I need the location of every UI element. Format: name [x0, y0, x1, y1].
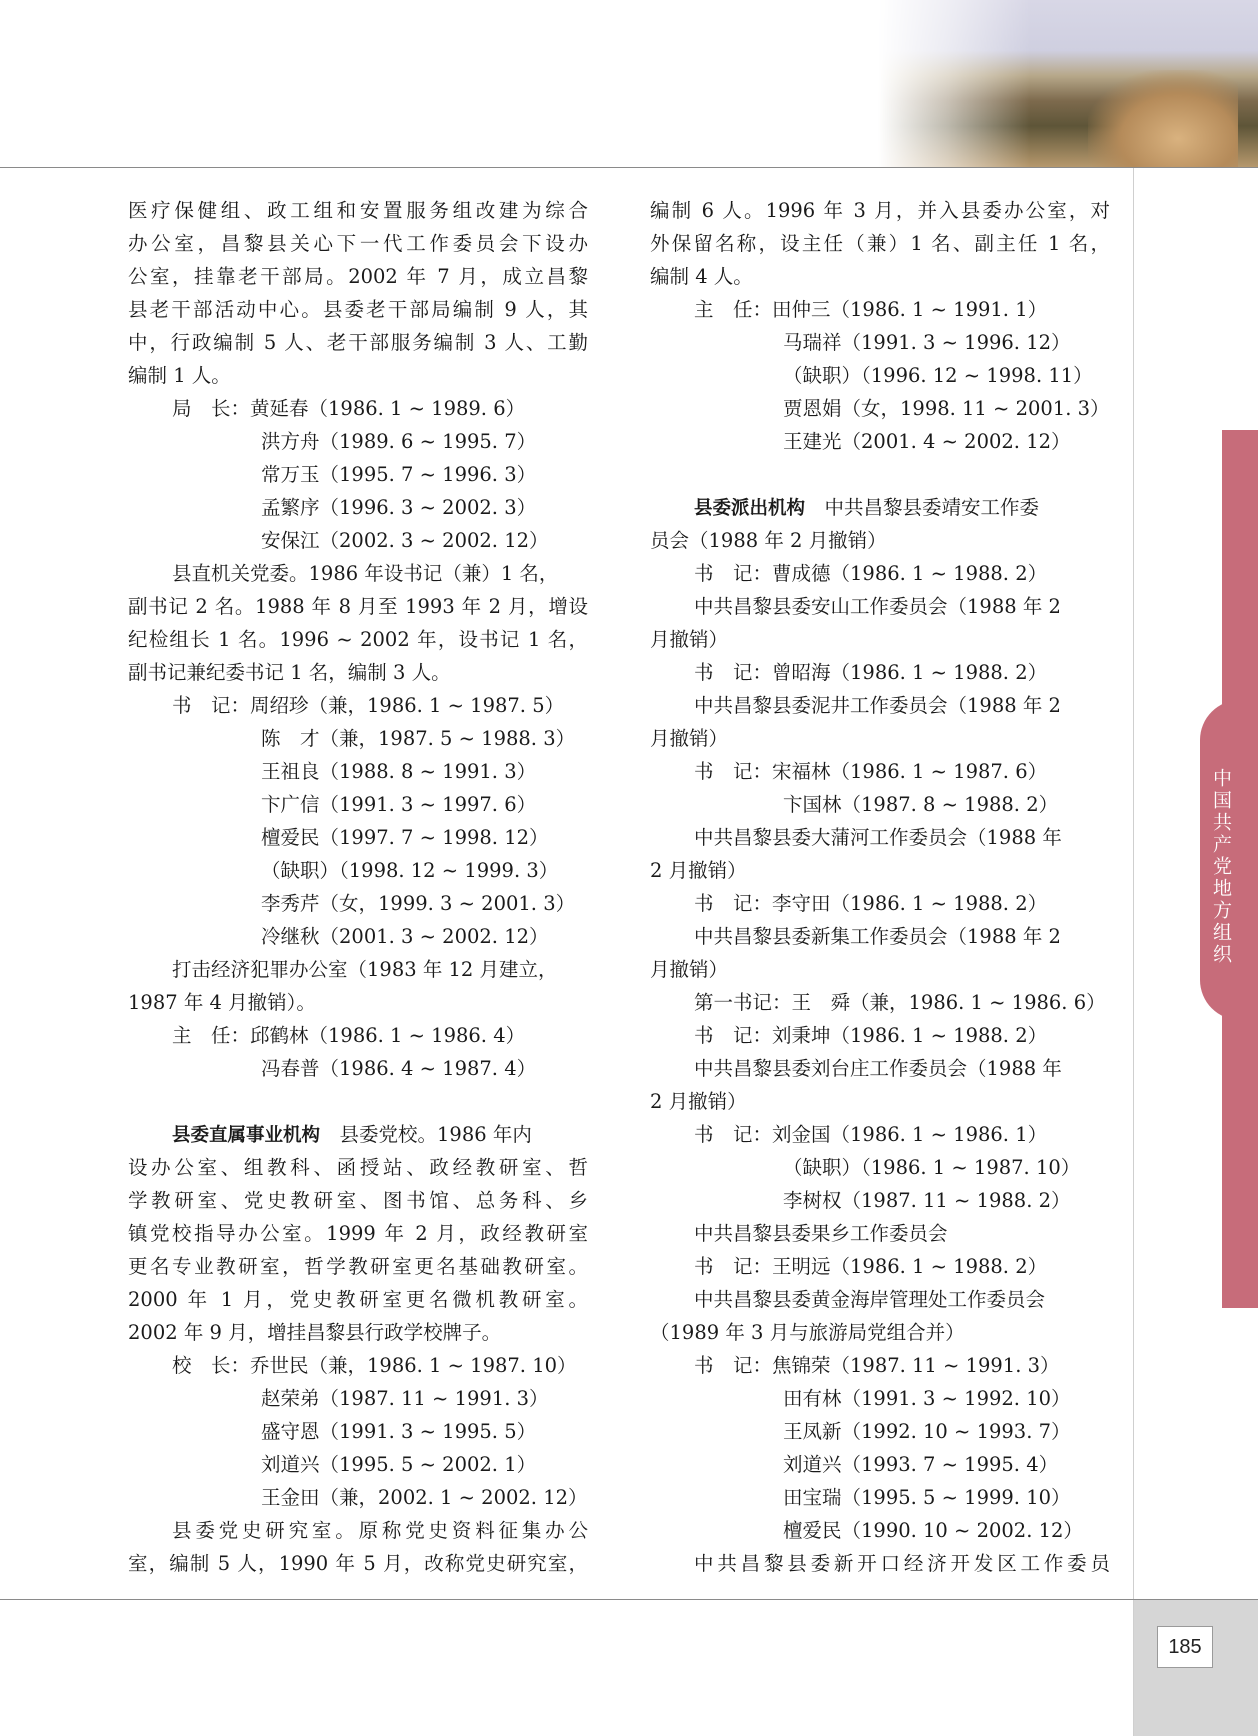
text-line — [128, 689, 588, 722]
text-line — [128, 458, 588, 491]
header-rock — [1088, 70, 1238, 168]
text-line — [650, 1448, 1110, 1481]
text-content: 马瑞祥（1991. 3 ~ 1996. 12） — [783, 331, 1071, 354]
text-content: 2002 年 9 月，增挂昌黎县行政学校牌子。 — [128, 1321, 502, 1344]
text-line — [650, 359, 1110, 392]
text-line — [650, 557, 1110, 590]
text-line — [650, 788, 1110, 821]
text-content: 校 长：乔世民（兼，1986. 1 ~ 1987. 10） — [172, 1354, 577, 1377]
text-content: 编制 1 人。 — [128, 364, 231, 387]
text-line — [128, 326, 588, 359]
text-content: 书 记：刘金国（1986. 1 ~ 1986. 1） — [694, 1123, 1048, 1146]
text-content: 公室，挂靠老干部局。2002 年 7 月，成立昌黎 — [128, 265, 588, 288]
paragraph-gap — [128, 1085, 588, 1118]
text-content: 2 月撤销） — [650, 1090, 747, 1113]
text-content: 打击经济犯罪办公室（1983 年 12 月建立， — [172, 958, 558, 981]
text-content: 冯春普（1986. 4 ~ 1987. 4） — [261, 1057, 537, 1080]
text-line — [650, 1019, 1110, 1052]
text-content: 冷继秋（2001. 3 ~ 2002. 12） — [261, 925, 549, 948]
text-line — [650, 953, 1110, 986]
page-number: 185 — [1157, 1626, 1213, 1668]
text-line — [650, 227, 1110, 260]
text-content: 孟繁序（1996. 3 ~ 2002. 3） — [261, 496, 537, 519]
text-line — [128, 1316, 588, 1349]
text-content: 刘道兴（1995. 5 ~ 2002. 1） — [261, 1453, 537, 1476]
text-line — [128, 821, 588, 854]
text-content: 洪方舟（1989. 6 ~ 1995. 7） — [261, 430, 537, 453]
text-content: 书 记：周绍珍（兼，1986. 1 ~ 1987. 5） — [172, 694, 565, 717]
text-line — [128, 491, 588, 524]
text-content: 王祖良（1988. 8 ~ 1991. 3） — [261, 760, 537, 783]
text-content: 书 记：焦锦荣（1987. 11 ~ 1991. 3） — [694, 1354, 1060, 1377]
text-content: 书 记：李守田（1986. 1 ~ 1988. 2） — [694, 892, 1048, 915]
text-content: 中共昌黎县委黄金海岸管理处工作委员会 — [694, 1288, 1046, 1311]
text-line — [650, 1283, 1110, 1316]
text-line — [650, 1514, 1110, 1547]
text-content: 赵荣弟（1987. 11 ~ 1991. 3） — [261, 1387, 549, 1410]
text-line — [650, 1316, 1110, 1349]
text-line — [650, 656, 1110, 689]
text-content: 中共昌黎县委大蒲河工作委员会（1988 年 — [694, 826, 1062, 849]
text-line — [128, 1448, 588, 1481]
text-content: 书 记：宋福林（1986. 1 ~ 1987. 6） — [694, 760, 1048, 783]
text-content: 贾恩娟（女，1998. 11 ~ 2001. 3） — [783, 397, 1110, 420]
text-content: 书 记：曾昭海（1986. 1 ~ 1988. 2） — [694, 661, 1048, 684]
text-line — [128, 1217, 588, 1250]
text-line — [128, 1283, 588, 1316]
text-line — [650, 1547, 1110, 1580]
text-line — [128, 1019, 588, 1052]
text-content: 书 记：刘秉坤（1986. 1 ~ 1988. 2） — [694, 1024, 1048, 1047]
text-content: 常万玉（1995. 7 ~ 1996. 3） — [261, 463, 537, 486]
text-line — [128, 1514, 588, 1547]
text-content: 刘道兴（1993. 7 ~ 1995. 4） — [783, 1453, 1059, 1476]
text-line — [128, 1382, 588, 1415]
text-content: 中共昌黎县委果乡工作委员会 — [694, 1222, 948, 1245]
text-content: 县老干部活动中心。县委老干部局编制 9 人，其 — [128, 298, 588, 321]
text-content: 编制 4 人。 — [650, 265, 753, 288]
text-content: 医疗保健组、政工组和安置服务组改建为综合 — [128, 199, 588, 222]
text-line — [650, 1184, 1110, 1217]
header-landscape-photo — [878, 0, 1258, 168]
text-content: 卞国林（1987. 8 ~ 1988. 2） — [783, 793, 1059, 816]
bottom-rule — [0, 1599, 1258, 1600]
text-content: 县委党史研究室。原称党史资料征集办公 — [172, 1519, 588, 1542]
text-content: 县直机关党委。1986 年设书记（兼）1 名， — [172, 562, 559, 585]
text-line — [650, 1349, 1110, 1382]
section-heading: 县委派出机构 — [694, 498, 806, 519]
text-line — [128, 1184, 588, 1217]
text-line — [650, 1415, 1110, 1448]
text-line — [128, 1118, 588, 1151]
text-line — [650, 986, 1110, 1019]
text-line — [650, 689, 1110, 722]
text-content: 月撤销） — [650, 958, 729, 981]
text-line — [650, 854, 1110, 887]
text-line — [128, 953, 588, 986]
text-content: 设办公室、组教科、函授站、政经教研室、哲 — [128, 1156, 588, 1179]
text-content: 办公室，昌黎县关心下一代工作委员会下设办 — [128, 232, 588, 255]
text-content: 更名专业教研室，哲学教研室更名基础教研室。 — [128, 1255, 588, 1278]
text-line — [128, 293, 588, 326]
text-content: 李秀芹（女，1999. 3 ~ 2001. 3） — [261, 892, 576, 915]
text-line — [128, 425, 588, 458]
text-line — [650, 1151, 1110, 1184]
text-content: 中共昌黎县委新开口经济开发区工作委员 — [694, 1552, 1110, 1575]
text-content: 中共昌黎县委靖安工作委 — [805, 496, 1040, 519]
text-content: 书 记：王明远（1986. 1 ~ 1988. 2） — [694, 1255, 1048, 1278]
text-content: 中共昌黎县委新集工作委员会（1988 年 2 — [694, 925, 1061, 948]
text-line — [128, 260, 588, 293]
text-line — [650, 1052, 1110, 1085]
text-line — [128, 1052, 588, 1085]
text-content: 员会（1988 年 2 月撤销） — [650, 529, 887, 552]
text-content: 中共昌黎县委泥井工作委员会（1988 年 2 — [694, 694, 1061, 717]
text-line — [128, 887, 588, 920]
text-content: 县委党校。1986 年内 — [320, 1123, 532, 1146]
text-line — [128, 590, 588, 623]
text-content: 田有林（1991. 3 ~ 1992. 10） — [783, 1387, 1071, 1410]
text-content: 王凤新（1992. 10 ~ 1993. 7） — [783, 1420, 1071, 1443]
text-line — [650, 425, 1110, 458]
text-line — [650, 755, 1110, 788]
text-line — [650, 887, 1110, 920]
text-line — [128, 1151, 588, 1184]
text-content: 局 长：黄延春（1986. 1 ~ 1989. 6） — [172, 397, 526, 420]
text-content: （缺职）（1996. 12 ~ 1998. 11） — [783, 364, 1093, 387]
text-line — [128, 656, 588, 689]
paragraph-gap — [650, 458, 1110, 491]
side-tab-label: 中国共产党地方组织 — [1210, 768, 1232, 966]
text-line — [128, 359, 588, 392]
text-line — [650, 260, 1110, 293]
text-line — [128, 194, 588, 227]
text-content: 卞广信（1991. 3 ~ 1997. 6） — [261, 793, 537, 816]
text-line — [128, 722, 588, 755]
text-line — [650, 821, 1110, 854]
text-line — [128, 1547, 588, 1580]
text-content: 田宝瑞（1995. 5 ~ 1999. 10） — [783, 1486, 1071, 1509]
text-line — [128, 623, 588, 656]
text-line — [650, 491, 1110, 524]
text-line — [128, 920, 588, 953]
text-content: 月撤销） — [650, 628, 729, 651]
text-content: 主 任：邱鹤林（1986. 1 ~ 1986. 4） — [172, 1024, 526, 1047]
text-content: 王金田（兼，2002. 1 ~ 2002. 12） — [261, 1486, 588, 1509]
text-content: 学教研室、党史教研室、图书馆、总务科、乡 — [128, 1189, 588, 1212]
text-content: 李树权（1987. 11 ~ 1988. 2） — [783, 1189, 1071, 1212]
text-content: 中共昌黎县委安山工作委员会（1988 年 2 — [694, 595, 1061, 618]
text-content: 副书记 2 名。1988 年 8 月至 1993 年 2 月，增设 — [128, 595, 588, 618]
text-content: 陈 才（兼，1987. 5 ~ 1988. 3） — [261, 727, 576, 750]
text-content: 主 任：田仲三（1986. 1 ~ 1991. 1） — [694, 298, 1048, 321]
text-content: 编制 6 人。1996 年 3 月，并入县委办公室，对 — [650, 199, 1110, 222]
text-content: 2000 年 1 月，党史教研室更名微机教研室。 — [128, 1288, 588, 1311]
text-content: 2 月撤销） — [650, 859, 747, 882]
text-content: 安保江（2002. 3 ~ 2002. 12） — [261, 529, 549, 552]
text-content: 盛守恩（1991. 3 ~ 1995. 5） — [261, 1420, 537, 1443]
text-content: 中共昌黎县委刘台庄工作委员会（1988 年 — [694, 1057, 1062, 1080]
text-line — [128, 392, 588, 425]
text-line — [128, 227, 588, 260]
text-line — [650, 1217, 1110, 1250]
text-content: （1989 年 3 月与旅游局党组合并） — [650, 1321, 965, 1344]
text-line — [128, 986, 588, 1019]
text-content: 月撤销） — [650, 727, 729, 750]
text-content: 1987 年 4 月撤销）。 — [128, 991, 316, 1014]
text-line — [650, 392, 1110, 425]
text-content: 王建光（2001. 4 ~ 2002. 12） — [783, 430, 1071, 453]
text-line — [128, 1349, 588, 1382]
text-line — [128, 755, 588, 788]
text-line — [128, 1481, 588, 1514]
text-content: （缺职）（1986. 1 ~ 1987. 10） — [783, 1156, 1081, 1179]
text-line — [650, 722, 1110, 755]
text-content: 室，编制 5 人，1990 年 5 月，改称党史研究室， — [128, 1552, 588, 1575]
text-line — [650, 194, 1110, 227]
text-line — [128, 557, 588, 590]
text-line — [128, 1250, 588, 1283]
text-content: 副书记兼纪委书记 1 名，编制 3 人。 — [128, 661, 451, 684]
text-content: 镇党校指导办公室。1999 年 2 月，政经教研室 — [128, 1222, 588, 1245]
text-content: 外保留名称，设主任（兼）1 名、副主任 1 名， — [650, 232, 1110, 255]
text-line — [650, 1118, 1110, 1151]
text-line — [650, 326, 1110, 359]
text-line — [650, 293, 1110, 326]
text-content: 中，行政编制 5 人、老干部服务编制 3 人、工勤 — [128, 331, 588, 354]
text-line — [650, 590, 1110, 623]
text-line — [128, 854, 588, 887]
text-content: 第一书记：王 舜（兼，1986. 1 ~ 1986. 6） — [694, 991, 1106, 1014]
section-heading: 县委直属事业机构 — [172, 1125, 321, 1146]
text-line — [650, 623, 1110, 656]
text-line — [650, 1250, 1110, 1283]
text-content: （缺职）（1998. 12 ~ 1999. 3） — [261, 859, 559, 882]
text-content: 檀爱民（1990. 10 ~ 2002. 12） — [783, 1519, 1083, 1542]
text-content: 檀爱民（1997. 7 ~ 1998. 12） — [261, 826, 549, 849]
text-content: 书 记：曹成德（1986. 1 ~ 1988. 2） — [694, 562, 1048, 585]
text-line — [128, 1415, 588, 1448]
text-line — [128, 788, 588, 821]
text-line — [128, 524, 588, 557]
text-line — [650, 920, 1110, 953]
text-line — [650, 1085, 1110, 1118]
text-line — [650, 524, 1110, 557]
bottom-margin-panel — [1133, 1600, 1258, 1736]
text-line — [650, 1481, 1110, 1514]
text-content: 纪检组长 1 名。1996 ~ 2002 年，设书记 1 名， — [128, 628, 588, 651]
left-column — [128, 194, 588, 1580]
top-rule — [0, 167, 1258, 168]
right-column — [650, 194, 1110, 1580]
text-line — [650, 1382, 1110, 1415]
